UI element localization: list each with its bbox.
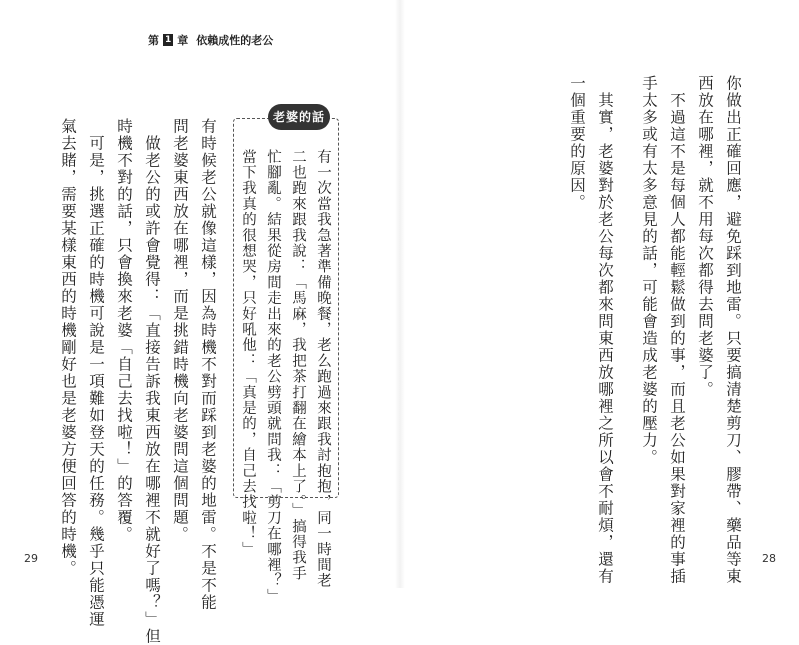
text-column: 可是，挑選正確的時機可說是一項難如登天的任務。幾乎只能憑運 (87, 118, 105, 628)
quote-column: 二也跑來跟我說：「馬麻，我把茶打翻在繪本上了。」搞得我手 (290, 149, 306, 582)
text-column: 手太多或有太多意見的話，可能會造成老婆的壓力。 (640, 75, 658, 466)
quote-column: 有一次當我急著準備晚餐，老么跑過來跟我討抱抱，同一時間老 (315, 149, 331, 589)
text-column: 你做出正確回應，避免踩到地雷。只要搞清楚剪刀、膠帶、藥品等東 (724, 75, 742, 585)
running-head (148, 32, 273, 48)
quote-column: 忙腳亂。結果從房間走出來的老公劈頭就問我：「剪刀在哪裡？」 (265, 149, 281, 605)
page-number-right: 28 (762, 552, 776, 565)
quote-box-title: 老婆的話 (268, 104, 330, 130)
text-column: 其實，老婆對於老公每次都來問東西放哪裡之所以會不耐煩，還有 (596, 75, 614, 585)
quote-column: 當下我真的很想哭，只好吼他：「真是的，自己去找啦！」 (240, 149, 256, 558)
chapter-number: 1 (165, 35, 172, 45)
text-column: 問老婆東西放在哪裡，而是挑錯時機向老婆問這個問題。 (171, 118, 189, 543)
page-number-left: 29 (24, 552, 38, 565)
chapter-title: 依賴成性的老公 (196, 34, 274, 47)
chapter-suffix: 章 (177, 34, 189, 47)
text-column: 有時候老公就像這樣，因為時機不對而踩到老婆的地雷。不是不能 (199, 118, 217, 611)
text-column: 氣去賭，需要某樣東西的時機剛好也是老婆方便回答的時機。 (59, 118, 77, 577)
text-column: 不過這不是每個人都能輕鬆做到的事，而且老公如果對家裡的事插 (668, 75, 686, 585)
chapter-prefix: 第 (148, 34, 159, 47)
quote-box (233, 118, 339, 605)
text-column: 一個重要的原因。 (568, 75, 586, 211)
book-gutter (395, 0, 405, 588)
text-column: 做老公的或許會覺得：「直接告訴我東西放在哪裡不就好了嗎？」但 (143, 118, 161, 645)
text-column: 西放在哪裡，就不用每次都得去問老婆了。 (696, 75, 714, 398)
text-column: 時機不對的話，只會換來老婆「自己去找啦！」的答覆。 (115, 118, 133, 543)
